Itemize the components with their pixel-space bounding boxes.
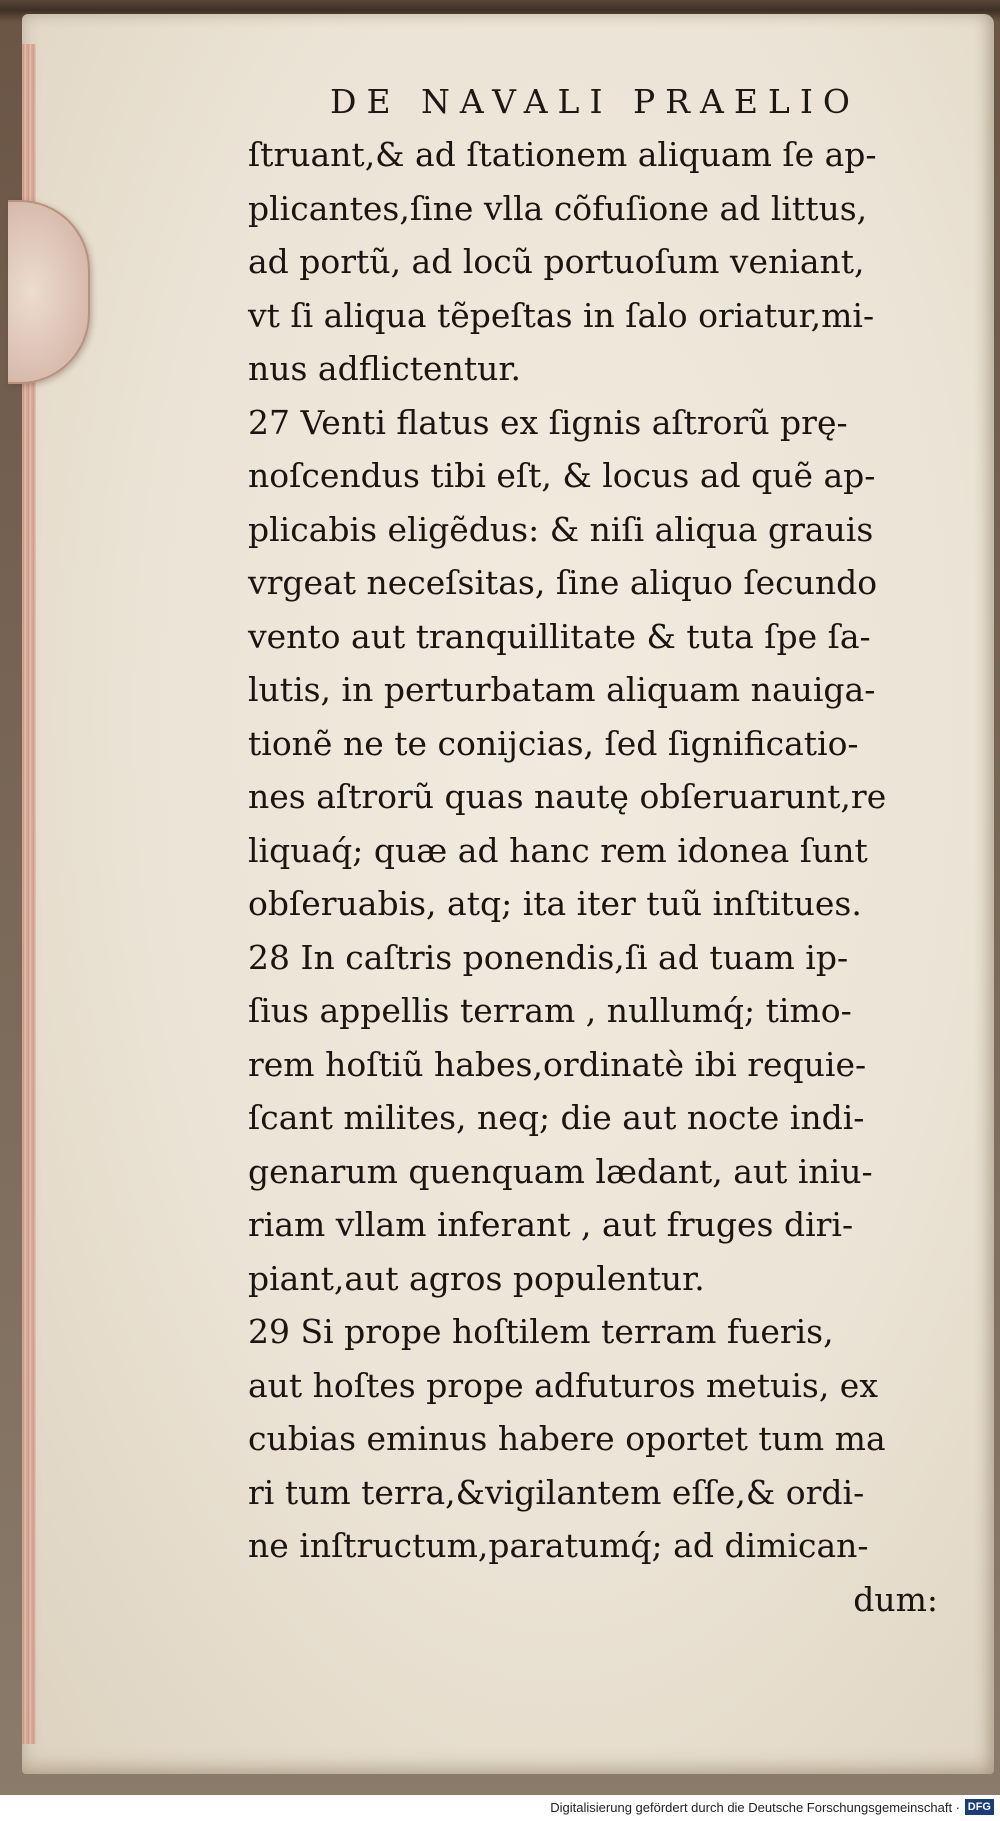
text-line: noſcendus tibi eſt, & locus ad quẽ ap- [248,456,876,495]
text-line: piant,aut agros populentur. [248,1258,705,1298]
text-line: cubias eminus habere oportet tum ma [248,1419,886,1458]
dfg-logo: DFG [965,1799,994,1815]
text-line: 27 Venti flatus ex ſignis aſtrorũ prę- [248,402,848,442]
text-line: rem hoſtiũ habes,ordinatè ibi requie- [248,1044,867,1084]
text-line: nus adflictentur. [248,349,521,388]
text-line: ſcant milites, neq; die aut nocte indi- [248,1098,865,1137]
text-line: ſtruant,& ad ſtationem aliquam ſe ap- [248,135,877,174]
text-line: ſius appellis terram , nullumq́; timo- [248,991,852,1030]
text-line: vrgeat neceſsitas, ſine aliquo ſecundo [248,563,878,602]
body-text [248,128,968,1626]
text-line: 28 In caſtris ponendis,ſi ad tuam ip- [248,937,849,977]
text-line: ad portũ, ad locũ portuoſum veniant, [248,242,865,281]
text-line: liquaq́; quæ ad hanc rem idonea ſunt [248,830,868,870]
funding-credit: Digitalisierung gefördert durch die Deutsche Forschungsgemeinschaft · [550,1800,960,1815]
text-line: plicantes,ſine vlla cõfuſione ad littus, [248,188,868,228]
text-line: nes aſtrorũ quas nautę obſeruarunt,re [248,777,887,816]
text-line: genarum quenquam lædant, aut iniu- [248,1151,873,1191]
running-head: DE NAVALI PRAELIO [330,82,860,121]
text-line: aut hoſtes prope adfuturos metuis, ex [248,1365,878,1405]
text-line: 29 Si prope hoſtilem terram fueris, [248,1312,834,1351]
text-line: lutis, in perturbatam aliquam nauiga- [248,670,876,709]
text-line: obſeruabis, atq; ita iter tuũ inſtitues. [248,884,862,923]
catchword: dum: [853,1579,938,1619]
footer-bar [0,1795,1000,1821]
text-line: ne inſtructum,paratumq́; ad dimican- [248,1526,869,1565]
text-line: ri tum terra,&vigilantem eſſe,& ordi- [248,1472,865,1512]
text-line: riam vllam inferant , aut fruges diri- [248,1205,854,1244]
text-line: vento aut tranquillitate & tuta ſpe ſa- [248,616,871,656]
text-line: vt ſi aliqua tẽpeſtas in ſalo oriatur,mi- [248,295,875,335]
text-line: tionẽ ne te conijcias, ſed ſignificatio- [248,723,859,763]
text-line: plicabis eligẽdus: & niſi aliqua grauis [248,509,874,549]
